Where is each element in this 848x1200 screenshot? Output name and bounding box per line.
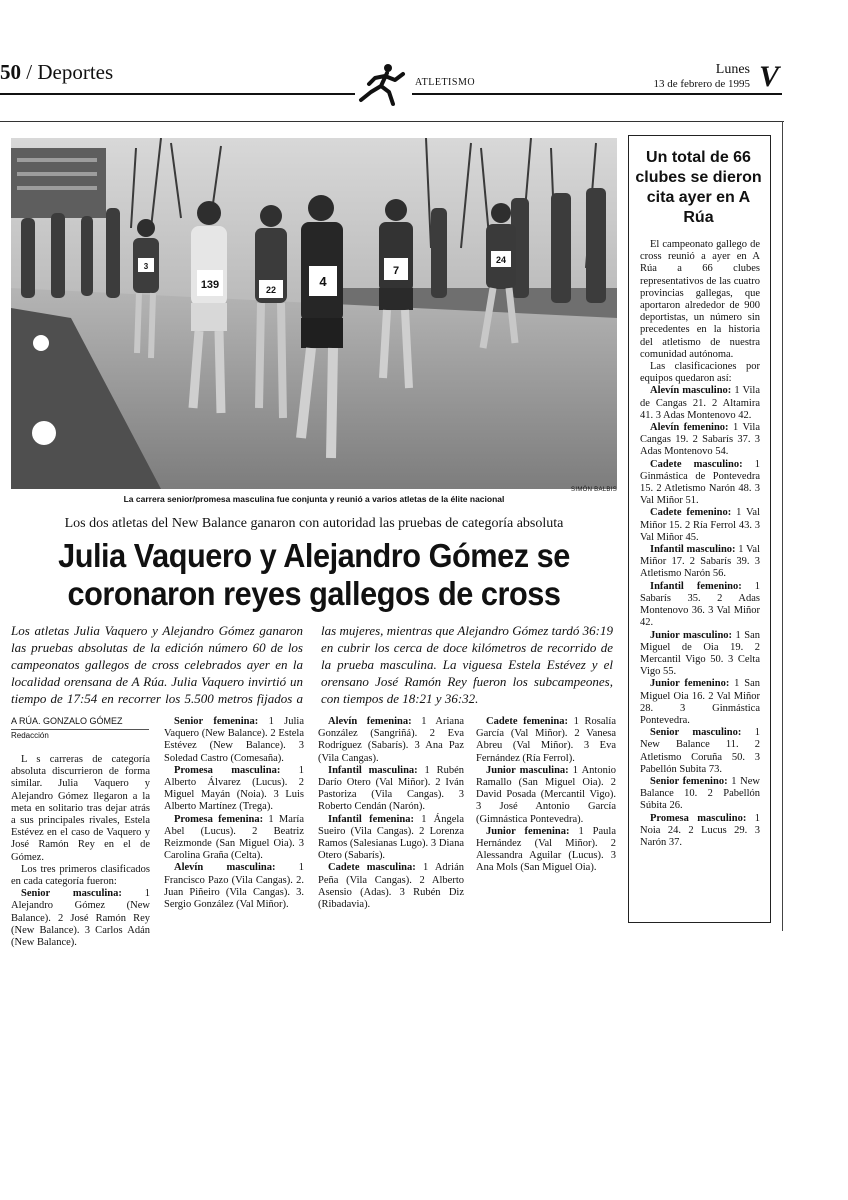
body-column-3 <box>318 716 464 911</box>
body-column-4 <box>476 716 616 875</box>
sidebar-body <box>640 239 760 849</box>
team-text: 1 Val Miñor 17. 2 Sabarís 39. 3 Atletismo Narón 56. <box>640 544 760 580</box>
team-alevin-masc <box>640 385 760 422</box>
byline: A RÚA. GONZALO GÓMEZ <box>11 716 123 726</box>
bib-22: 22 <box>265 285 277 295</box>
body-paragraph: L s carreras de categoría absoluta discurrieron de forma similar. Julia Vaquero y Alejandro Gómez llegaron a la meta en solitario tras dejar atrás a sus principales rivales, Estela Estévez en el caso de Vaquero y José Ramón Rey en el de Gómez. <box>11 754 150 863</box>
headline <box>32 537 596 613</box>
result-text: 1 Alberto Álvarez (Lucus). 2 Miguel Mayán (Noia). 3 Luis Alberto Martínez (Trega). <box>164 764 304 813</box>
result-label: Promesa masculina: <box>174 764 281 776</box>
date-label: 13 de febrero de 1995 <box>653 78 750 90</box>
lead-paragraph: Los atletas Julia Vaquero y Alejandro Gómez ganaron las pruebas absolutas de la edición número 60 de los campeonatos gallegos de cross celebrados ayer en la localidad orensana de A Rúa. Julia Vaquero invirtió un tiempo de 17:54 en recorrer los 5.500 metros fijados a las mujeres, mientras que Alejandro Gómez tardó 36:19 en cubrir los cerca de doce kilómetros de recorrido de la prueba masculina. La viguesa Estela Estévez y el orensano José Ramón Rey fueron los subcampeones, con tiempos de 18:21 y 36:32. <box>11 623 613 706</box>
result-text: 1 Antonio Ramallo (San Miguel Oia). 2 David Posada (Mercantil Vigo). 3 José Antonio García (Gimnástica Pontevedra). <box>476 764 616 825</box>
team-label: Cadete femenino: <box>650 507 732 519</box>
team-text: 1 San Miguel de Oia 19. 2 Mercantil Vigo 50. 3 Celta Vigo 55. <box>640 629 760 678</box>
race-photo-drawing <box>11 138 617 489</box>
team-text: 1 Ginmástica de Pontevedra 15. 2 Atletismo Narón 48. 3 Val Miñor 51. <box>640 458 760 507</box>
logo-letter: V <box>758 60 780 92</box>
sidebar-title: Un total de 66 clubes se dieron cita ayer en A Rúa <box>635 149 762 226</box>
result-label: Alevín masculina: <box>174 862 276 874</box>
result-junior-fem <box>476 826 616 875</box>
result-label: Junior femenina: <box>486 825 570 837</box>
header-rule-left <box>0 93 355 95</box>
team-label: Alevín masculino: <box>650 385 732 397</box>
section-name: / Deportes <box>26 60 114 84</box>
page-number: 50 <box>0 60 21 84</box>
result-label: Infantil masculina: <box>328 764 418 776</box>
result-label: Infantil femenina: <box>328 813 414 825</box>
result-promesa-masc <box>164 765 304 814</box>
team-label: Junior femenino: <box>650 678 730 690</box>
team-junior-masc <box>640 630 760 679</box>
frame-right-rule <box>782 121 783 931</box>
team-text: 1 Noia 24. 2 Lucus 29. 3 Narón 37. <box>640 812 760 848</box>
kicker: Los dos atletas del New Balance ganaron con autoridad las pruebas de categoría absoluta <box>64 516 564 531</box>
photo-credit: SIMÓN BALBIS <box>571 487 617 493</box>
result-text: 1 Adrián Peña (Vila Cangas). 2 Alberto Asensio (Adas). 3 Rubén Diz (Ribadavia). <box>318 862 464 911</box>
result-text: 1 Rosalía García (Val Miñor). 2 Vanesa Abreu (Val Miñor). 3 Eva Fernández (Ría Ferrol). <box>476 716 616 764</box>
result-label: Cadete femenina: <box>486 716 569 727</box>
result-alevin-masc <box>164 862 304 911</box>
bib-139: 139 <box>200 279 220 291</box>
team-label: Infantil femenino: <box>650 580 742 592</box>
team-label: Senior femenino: <box>650 775 728 787</box>
result-text: 1 Alejandro Gómez (New Balance). 2 José Ramón Rey (New Balance). 3 Carlos Adán (New Balance). <box>11 888 151 949</box>
bib-4: 4 <box>319 274 327 289</box>
sport-label: ATLETISMO <box>415 77 476 88</box>
team-cadete-fem <box>640 507 760 544</box>
team-label: Cadete masculino: <box>650 458 743 470</box>
team-text: 1 San Miguel Oia 16. 2 Val Miñor 28. 3 Ginmástica Pontevedra. <box>640 678 761 726</box>
byline-rule <box>11 729 149 730</box>
team-infantil-masc <box>640 544 760 581</box>
result-text: 1 Ángela Sueiro (Vila Cangas). 2 Lorenza Ramos (Salesianas Lugo). 3 Diana Otero (Sabarís). <box>318 813 465 862</box>
team-label: Junior masculino: <box>650 629 733 641</box>
team-infantil-fem <box>640 581 760 630</box>
result-senior-masc <box>11 888 150 949</box>
team-text: 1 New Balance 10. 2 Pabellón Súbita 26. <box>640 775 760 812</box>
bib-3: 3 <box>143 262 149 271</box>
team-promesa-masc <box>640 813 760 850</box>
team-text: 1 Vila de Cangas 21. 2 Altamira 41. 3 Adas Montenovo 42. <box>640 385 760 421</box>
result-label: Alevín femenina: <box>328 716 412 727</box>
team-label: Infantil masculino: <box>650 544 736 556</box>
header-rule-right <box>412 93 782 95</box>
sidebar-paragraph: El campeonato gallego de cross reunió a ayer en A Rúa a 66 clubes representativos de las cuatro provincias gallegas, que aportaron alrededor de 900 deportistas, un número sin precedentes en la historia del atletismo de nuestra comunidad autónoma. <box>640 239 760 360</box>
body-paragraph: Los tres primeros clasificados en cada categoría fueron: <box>11 863 150 888</box>
result-label: Cadete masculina: <box>328 862 416 874</box>
team-text: 1 Sabarís 35. 2 Adas Montenovo 36. 3 Val Miñor 42. <box>640 580 760 629</box>
result-label: Junior masculina: <box>486 764 569 776</box>
result-text: 1 Julia Vaquero (New Balance). 2 Estela Estévez (New Balance). 3 Soledad Castro (Comesaña). <box>164 716 304 764</box>
frame-top-rule <box>0 121 784 122</box>
result-cadete-fem <box>476 716 616 765</box>
sidebar-paragraph: Las clasificaciones por equipos quedaron así: <box>640 361 760 385</box>
team-text: 1 New Balance 11. 2 Atletismo Coruña 50. 3 Pabellón Subita 73. <box>640 727 761 775</box>
byline-role: Redacción <box>11 731 49 740</box>
result-label: Senior femenina: <box>174 716 259 727</box>
team-junior-fem <box>640 678 760 727</box>
result-infantil-fem <box>318 814 464 863</box>
team-senior-masc <box>640 727 760 776</box>
result-alevin-fem <box>318 716 464 765</box>
team-text: 1 Vila Cangas 19. 2 Sabarís 37. 3 Adas Montenovo 54. <box>640 422 760 458</box>
newspaper-logo <box>754 60 784 92</box>
result-junior-masc <box>476 765 616 826</box>
team-senior-fem <box>640 776 760 813</box>
race-photo <box>11 138 617 489</box>
result-promesa-fem <box>164 814 304 863</box>
body-column-2 <box>164 716 304 911</box>
team-label: Alevín femenino: <box>650 422 729 434</box>
section-header <box>0 60 113 85</box>
body-column-1 <box>11 754 150 949</box>
result-text: 1 Ariana González (Sangriñá). 2 Eva Rodríguez (Sabarís). 3 Ana Paz (Vila Cangas). <box>318 716 464 764</box>
team-cadete-masc <box>640 459 760 508</box>
headline-line-1: Julia Vaquero y Alejandro Gómez se <box>58 537 570 574</box>
bib-24: 24 <box>495 255 507 265</box>
result-cadete-masc <box>318 862 464 911</box>
runner-icon <box>355 62 411 108</box>
day-label: Lunes <box>715 62 750 77</box>
photo-caption: La carrera senior/promesa masculina fue conjunta y reunió a varios atletas de la élite nacional <box>123 494 505 504</box>
result-infantil-masc <box>318 765 464 814</box>
team-label: Promesa masculino: <box>650 812 747 824</box>
team-label: Senior masculino: <box>650 727 742 739</box>
result-label: Senior masculina: <box>21 888 122 900</box>
result-senior-fem <box>164 716 304 765</box>
result-text: 1 Francisco Pazo (Vila Cangas). 2. Juan Piñeiro (Vila Cangas). 3. Sergio González (Val Miñor). <box>164 862 305 911</box>
result-text: 1 María Abel (Lucus). 2 Beatriz Reizmonde (San Miguel Oia). 3 Carolina Graña (Celta). <box>164 813 304 862</box>
bib-7: 7 <box>392 265 400 277</box>
result-text: 1 Paula Hernández (Val Miñor). 2 Alessandra Aguilar (Lucus). 3 Ana Mols (San Miguel Oia). <box>476 825 617 874</box>
headline-line-2: coronaron reyes gallegos de cross <box>67 575 561 612</box>
result-text: 1 Rubén Darío Otero (Val Miñor). 2 Iván Pastoriza (Vila Cangas). 3 Roberto Cendán (Narón). <box>318 764 464 813</box>
team-text: 1 Val Miñor 15. 2 Ría Ferrol 43. 3 Val Miñor 45. <box>640 507 760 543</box>
result-label: Promesa femenina: <box>174 813 264 825</box>
team-alevin-fem <box>640 422 760 459</box>
